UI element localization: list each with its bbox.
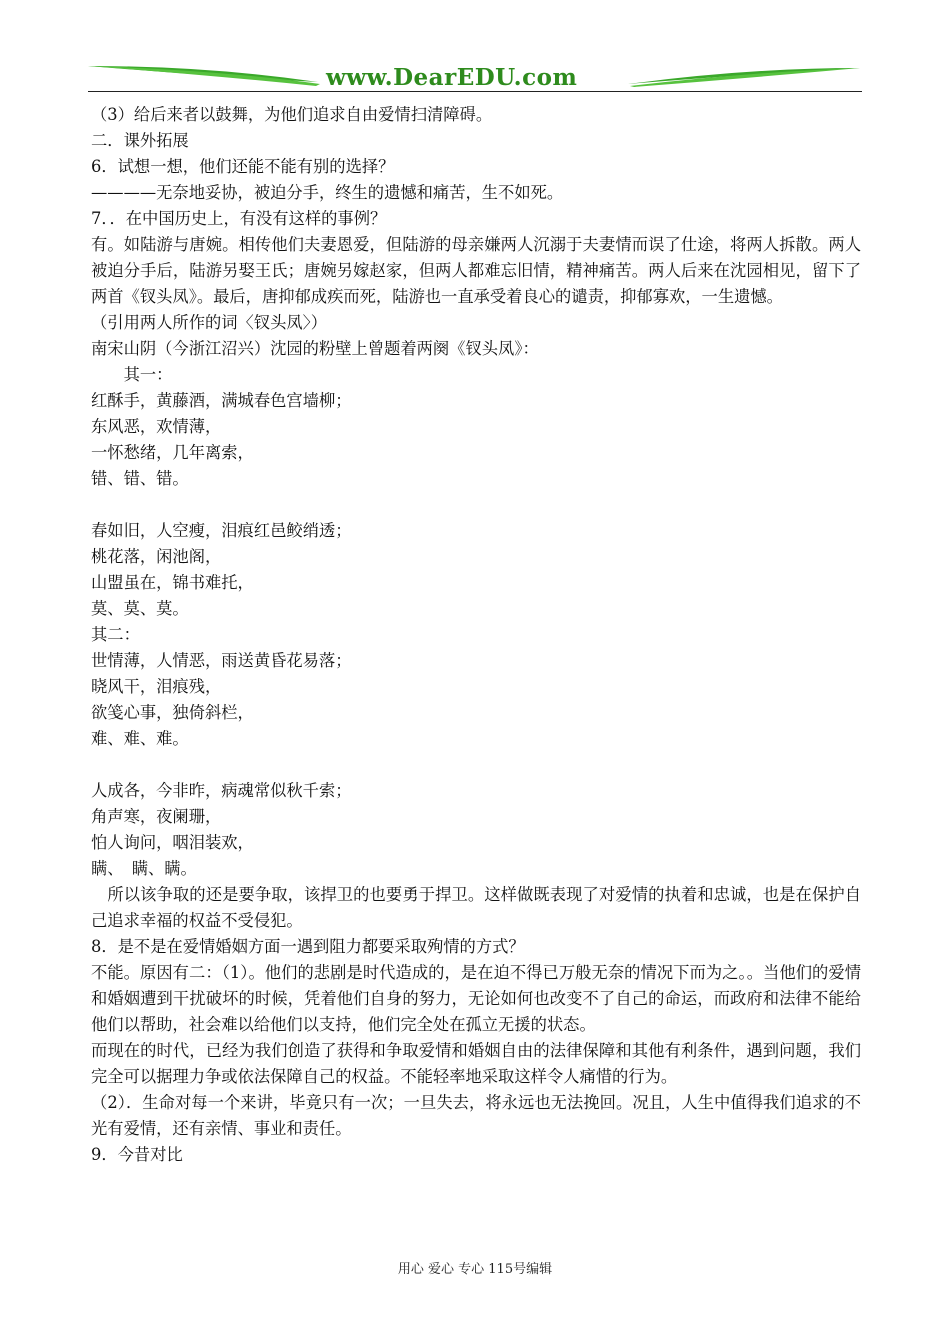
text-line: 瞒、 瞒、瞒。	[91, 859, 197, 878]
left-swoosh-highlight	[88, 66, 320, 86]
text-line: 桃花落，闲池阁，	[91, 547, 222, 566]
text-line: （3）给后来者以鼓舞，为他们追求自由爱情扫清障碍。	[91, 105, 493, 124]
text-line: 春如旧，人空瘦，泪痕红邑鲛绡透；	[91, 521, 352, 540]
paragraph: 有。如陆游与唐婉。相传他们夫妻恩爱，但陆游的母亲嫌两人沉溺于夫妻情而误了仕途，将两人拆散。两人被迫分手后，陆游另娶王氏；唐婉另嫁赵家，但两人都难忘旧情，精神痛苦。两人后来在沈园相见，留下了两首《钗头凤》。最后，唐抑郁成疾而死，陆游也一直承受着良心的谴责，抑郁寡欢，一生遗憾。	[91, 235, 861, 306]
text-line: 红酥手，黄藤酒，满城春色宫墙柳；	[91, 391, 352, 410]
blank-line	[91, 752, 861, 778]
header-rule	[88, 91, 862, 92]
text-line: 欲笺心事，独倚斜栏，	[91, 703, 254, 722]
text-line: 怕人询问，咽泪装欢，	[91, 833, 254, 852]
text-line: 难、难、难。	[91, 729, 189, 748]
document-body	[91, 102, 861, 1168]
page-footer: 用心 爱心 专心 115号编辑	[397, 1262, 553, 1277]
text-line: 莫、莫、莫。	[91, 599, 189, 618]
text-line: （引用两人所作的词〈钗头凤〉）	[91, 313, 328, 332]
text-line: 一怀愁绪，几年离索，	[91, 443, 254, 462]
blank-line	[91, 492, 861, 518]
text-line: 南宋山阴（今浙江沼兴）沈园的粉壁上曾题着两阕《钗头凤》：	[91, 339, 539, 358]
text-line: 二．课外拓展	[91, 131, 189, 150]
text-line: 角声寒，夜阑珊，	[91, 807, 222, 826]
text-line: 7．．在中国历史上，有没有这样的事例？	[91, 209, 387, 228]
page-header	[88, 56, 862, 96]
text-line: 9．今昔对比	[91, 1145, 183, 1164]
text-line: 晓风干，泪痕残，	[91, 677, 222, 696]
text-line: 世情薄，人情恶，雨送黄昏花易落；	[91, 651, 352, 670]
site-logo: www.DearEDU.com	[326, 64, 578, 91]
text-line: 错、错、错。	[91, 469, 189, 488]
right-swoosh-highlight	[630, 68, 860, 87]
paragraph: 而现在的时代，已经为我们创造了获得和争取爱情和婚姻自由的法律保障和其他有利条件，遇到问题，我们完全可以据理力争或依法保障自己的权益。不能轻率地采取这样令人痛惜的行为。	[91, 1041, 861, 1086]
text-line: 8．是不是在爱情婚姻方面一遇到阻力都要采取殉情的方式？	[91, 937, 525, 956]
paragraph: 不能。原因有二：（1）。他们的悲剧是时代造成的，是在迫不得已万般无奈的情况下而为之。。当他们的爱情和婚姻遭到干扰破坏的时候，凭着他们自身的努力，无论如何也改变不了自己的命运，而政府和法律不能给他们以帮助，社会难以给他们以支持，他们完全处在孤立无援的状态。	[91, 963, 861, 1034]
text-line: ————无奈地妥协，被迫分手，终生的遗憾和痛苦，生不如死。	[91, 183, 564, 202]
text-line: 山盟虽在，锦书难托，	[91, 573, 254, 592]
paragraph: （2）．生命对每一个来讲，毕竟只有一次；一旦失去，将永远也无法挽回。况且，人生中值得我们追求的不光有爱情，还有亲情、事业和责任。	[91, 1093, 861, 1138]
text-line: 东风恶，欢情薄，	[91, 417, 222, 436]
paragraph: 所以该争取的还是要争取，该捍卫的也要勇于捍卫。这样做既表现了对爱情的执着和忠诚，也是在保护自己追求幸福的权益不受侵犯。	[91, 885, 861, 930]
text-line: 6．试想一想，他们还能不能有别的选择？	[91, 157, 395, 176]
text-line: 其二：	[91, 625, 140, 644]
text-line: 人成各，今非昨，病魂常似秋千索；	[91, 781, 352, 800]
text-line: 其一：	[91, 365, 173, 384]
